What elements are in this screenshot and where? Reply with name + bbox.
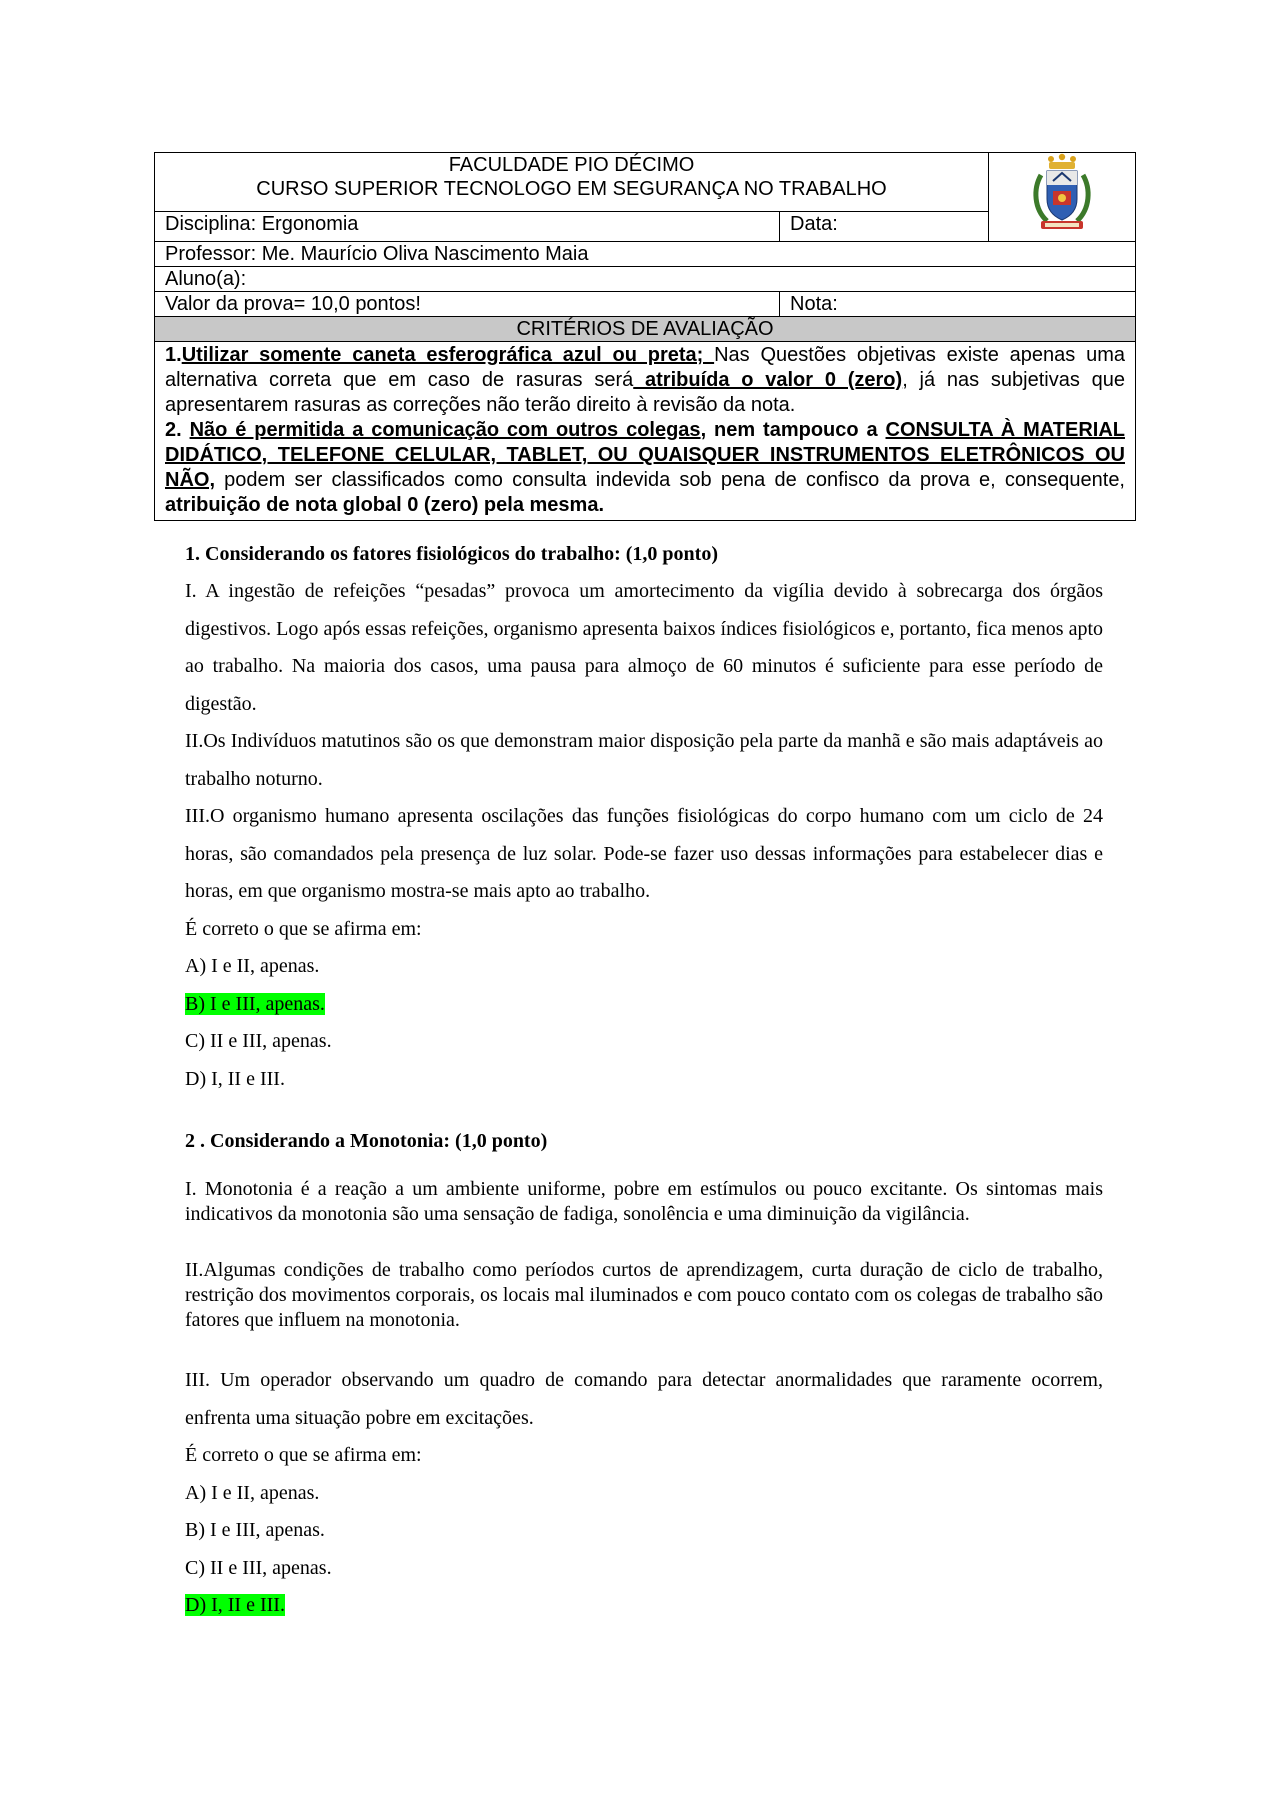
criteria-title: CRITÉRIOS DE AVALIAÇÃO <box>155 317 1136 342</box>
question-2-statement-2: II.Algumas condições de trabalho como períodos curtos de aprendizagem, curta duração de ciclo de trabalho, restrição dos movimentos corporais, os locais mal iluminados e com pouco contato com os colegas de trabalho são fatores que influem na monotonia. <box>185 1259 1103 1331</box>
question-2 <box>185 1123 1103 1625</box>
option-label-highlighted: B) I e III, apenas. <box>185 992 325 1015</box>
question-1-prompt: É correto o que se afirma em: <box>185 917 422 940</box>
criterion-1 <box>165 343 1125 418</box>
exam-questions <box>185 536 1103 1625</box>
question-1-title: 1. Considerando os fatores fisiológicos do trabalho: (1,0 ponto) <box>185 543 718 565</box>
option-label: D) I, II e III. <box>185 1067 285 1090</box>
crest-cell <box>989 153 1136 242</box>
question-2-option-d[interactable] <box>185 1587 1103 1625</box>
question-2-option-c[interactable] <box>185 1550 1103 1588</box>
discipline-cell: Disciplina: Ergonomia <box>155 211 780 241</box>
criterion-2-no-consultation: CONSULTA À MATERIAL DIDÁTICO, TELEFONE CELULAR, TABLET, OU QUAISQUER INSTRUMENTOS ELETRÔNICOS OU NÃO, <box>165 419 1125 491</box>
question-1-option-c[interactable] <box>185 1023 1103 1061</box>
criterion-2 <box>165 418 1125 518</box>
question-1-statement-3: III.O organismo humano apresenta oscilações das funções fisiológicas do corpo humano com um ciclo de 24 horas, são comandados pela presença de luz solar. Pode-se fazer uso dessas informações para estabelecer dias e horas, em que organismo mostra-se mais apto ao trabalho. <box>185 805 1103 902</box>
institution-cell <box>155 153 989 212</box>
date-cell: Data: <box>780 211 989 241</box>
option-label: A) I e II, apenas. <box>185 955 320 977</box>
exam-header-table <box>154 152 1136 521</box>
question-2-title: 2 . Considerando a Monotonia: (1,0 ponto) <box>185 1130 548 1152</box>
question-2-option-b[interactable] <box>185 1512 1103 1550</box>
criterion-2-text: podem ser classificados como consulta indevida sob pena de confisco da prova e, consequente, <box>215 469 1125 491</box>
criterion-2-number: 2. <box>165 419 190 441</box>
question-1 <box>185 536 1103 1098</box>
coat-of-arms-crest-icon <box>1031 153 1093 235</box>
grade-cell: Nota: <box>780 292 1136 317</box>
option-label: A) I e II, apenas. <box>185 1481 320 1504</box>
question-1-option-b[interactable] <box>185 986 1103 1024</box>
option-label: C) II e III, apenas. <box>185 1556 332 1579</box>
option-label: C) II e III, apenas. <box>185 1030 332 1052</box>
criterion-2-penalty: atribuição de nota global 0 (zero) pela mesma. <box>165 494 604 516</box>
exam-value-cell: Valor da prova= 10,0 pontos! <box>155 292 780 317</box>
criterion-1-text-end: , já nas subjetivas que apresentarem rasuras as correções não terão direito à revisão da nota. <box>165 369 1125 416</box>
question-2-statement-1: I. Monotonia é a reação a um ambiente uniforme, pobre em estímulos ou pouco excitante. Os sintomas mais indicativos da monotonia são uma sensação de fadiga, sonolência e uma diminuição da vigilância. <box>185 1178 1103 1225</box>
criterion-2-connector: , nem tampouco a <box>700 419 886 441</box>
question-2-statement-3: III. Um operador observando um quadro de comando para detectar anormalidades que raramente ocorrem, enfrenta uma situação pobre em excitações. <box>185 1369 1103 1429</box>
option-label: B) I e III, apenas. <box>185 1519 325 1541</box>
option-label-highlighted: D) I, II e III. <box>185 1594 285 1616</box>
criterion-1-zero-value: atribuída o valor 0 (zero) <box>633 369 903 391</box>
student-cell: Aluno(a): <box>155 267 1136 292</box>
criterion-1-text: Nas Questões objetivas existe apenas uma alternativa correta que em caso de rasuras será <box>165 344 1125 391</box>
question-2-option-a[interactable] <box>185 1475 1103 1513</box>
criteria-cell <box>155 342 1136 521</box>
criterion-2-no-communication: Não é permitida a comunicação com outros colegas <box>189 419 701 441</box>
institution-name: FACULDADE PIO DÉCIMO <box>448 154 695 176</box>
question-1-option-d[interactable] <box>185 1061 1103 1099</box>
criterion-1-pen-rule: Utilizar somente caneta esferográfica azul ou preta; <box>181 344 715 366</box>
course-name: CURSO SUPERIOR TECNOLOGO EM SEGURANÇA NO TRABALHO <box>256 178 887 200</box>
question-2-prompt: É correto o que se afirma em: <box>185 1444 422 1466</box>
question-1-option-a[interactable] <box>185 948 1103 986</box>
question-1-statement-2: II.Os Indivíduos matutinos são os que demonstram maior disposição pela parte da manhã e são mais adaptáveis ao trabalho noturno. <box>185 730 1103 790</box>
professor-cell: Professor: Me. Maurício Oliva Nascimento Maia <box>155 242 1136 267</box>
question-1-statement-1: I. A ingestão de refeições “pesadas” provoca um amortecimento da vigília devido à sobrecarga dos órgãos digestivos. Logo após essas refeições, organismo apresenta baixos índices fisiológicos e, portanto, fica menos apto ao trabalho. Na maioria dos casos, uma pausa para almoço de 60 minutos é suficiente para esse período de digestão. <box>185 580 1103 715</box>
criterion-1-number: 1. <box>165 344 182 366</box>
